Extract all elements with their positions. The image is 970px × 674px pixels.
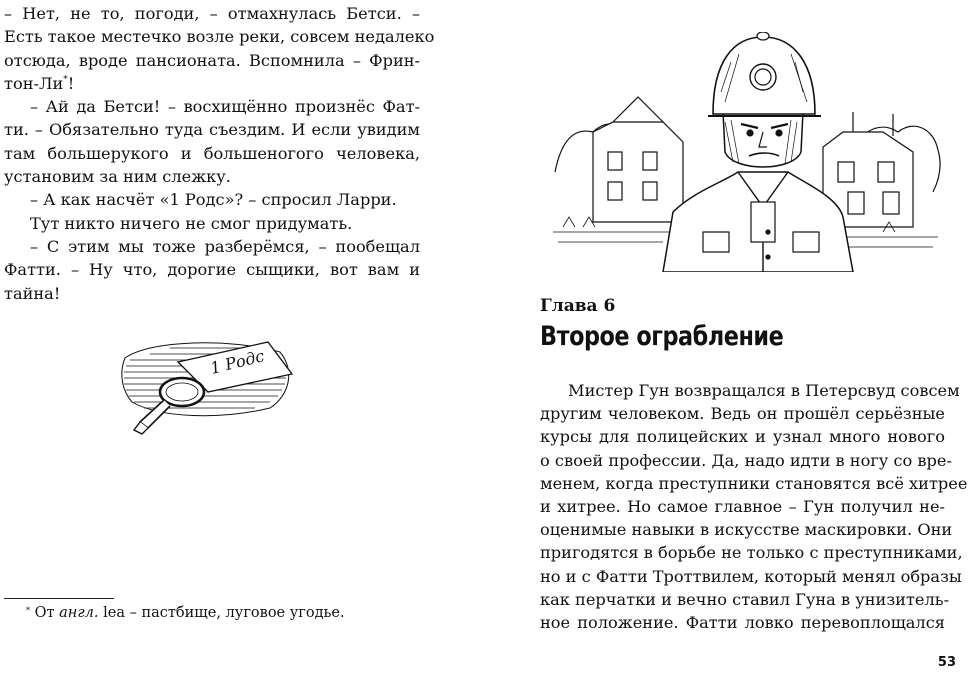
magnifier-note-text: 1 Родс bbox=[208, 346, 267, 378]
text-line: как перчатки и вечно ставил Гуна в унизитель- bbox=[540, 589, 950, 609]
text-line: Есть такое местечко возле реки, совсем недалеко bbox=[4, 27, 435, 47]
text-line: Фатти. – Ну что, дорогие сыщики, вот вам и bbox=[4, 260, 420, 280]
footnote-marker[interactable]: * bbox=[63, 74, 68, 85]
text-line: курсы для полицейских и узнал много нового bbox=[540, 427, 945, 447]
left-text-block bbox=[4, 2, 435, 305]
text-line: Тут никто ничего не смог придумать. bbox=[30, 213, 353, 233]
text-line: ти. – Обязательно туда съездим. И если увидим bbox=[4, 120, 420, 140]
text-line: – А как насчёт «1 Родс»? – спросил Ларри. bbox=[30, 190, 397, 210]
text-line: тон-Ли*! bbox=[4, 73, 75, 93]
text-line: там большерукого и большеногого человека, bbox=[4, 143, 420, 163]
text-line: менем, когда преступники становятся всё хитрее bbox=[540, 473, 968, 493]
text-line: оценимые навыки в искусстве маскировки. Они bbox=[540, 520, 953, 540]
page-number: 53 bbox=[937, 655, 956, 670]
right-page bbox=[485, 0, 970, 674]
text-line: другим человеком. Ведь он прошёл серьёзные bbox=[540, 404, 945, 424]
text-line: тайна! bbox=[4, 283, 61, 303]
text-line: о своей профессии. Да, надо идти в ногу со вре- bbox=[540, 450, 952, 470]
magnifier-illustration bbox=[120, 330, 300, 440]
footnote-marker: * bbox=[26, 606, 30, 615]
right-text-block bbox=[540, 379, 968, 634]
text-line: Мистер Гун возвращался в Петерсвуд совсем bbox=[568, 381, 960, 400]
policeman-illustration bbox=[553, 32, 943, 272]
text-line: – С этим мы тоже разберёмся, – пообещал bbox=[30, 236, 420, 256]
footnote-divider bbox=[4, 598, 114, 599]
text-line: пригодятся в борьбе не только с преступниками, bbox=[540, 543, 963, 563]
text-line: и хитрее. Но самое главное – Гун получил не- bbox=[540, 497, 945, 517]
footnote: * От англ. lea – пастбище, луговое угодье. bbox=[26, 605, 345, 621]
chapter-title: Второе ограбление bbox=[540, 321, 784, 352]
text-line: – Ай да Бетси! – восхищённо произнёс Фат- bbox=[30, 97, 420, 117]
text-line: установим за ним слежку. bbox=[4, 167, 231, 187]
text-line: ное положение. Фатти ловко перевоплощался bbox=[540, 613, 945, 633]
text-line: но и с Фатти Троттвилем, который менял образы bbox=[540, 566, 962, 586]
text-line: – Нет, не то, погоди, – отмахнулась Бетси. – bbox=[4, 4, 420, 23]
chapter-label: Глава 6 bbox=[540, 296, 616, 316]
text-line: отсюда, вроде пансионата. Вспомнила – Фрин- bbox=[4, 50, 420, 70]
